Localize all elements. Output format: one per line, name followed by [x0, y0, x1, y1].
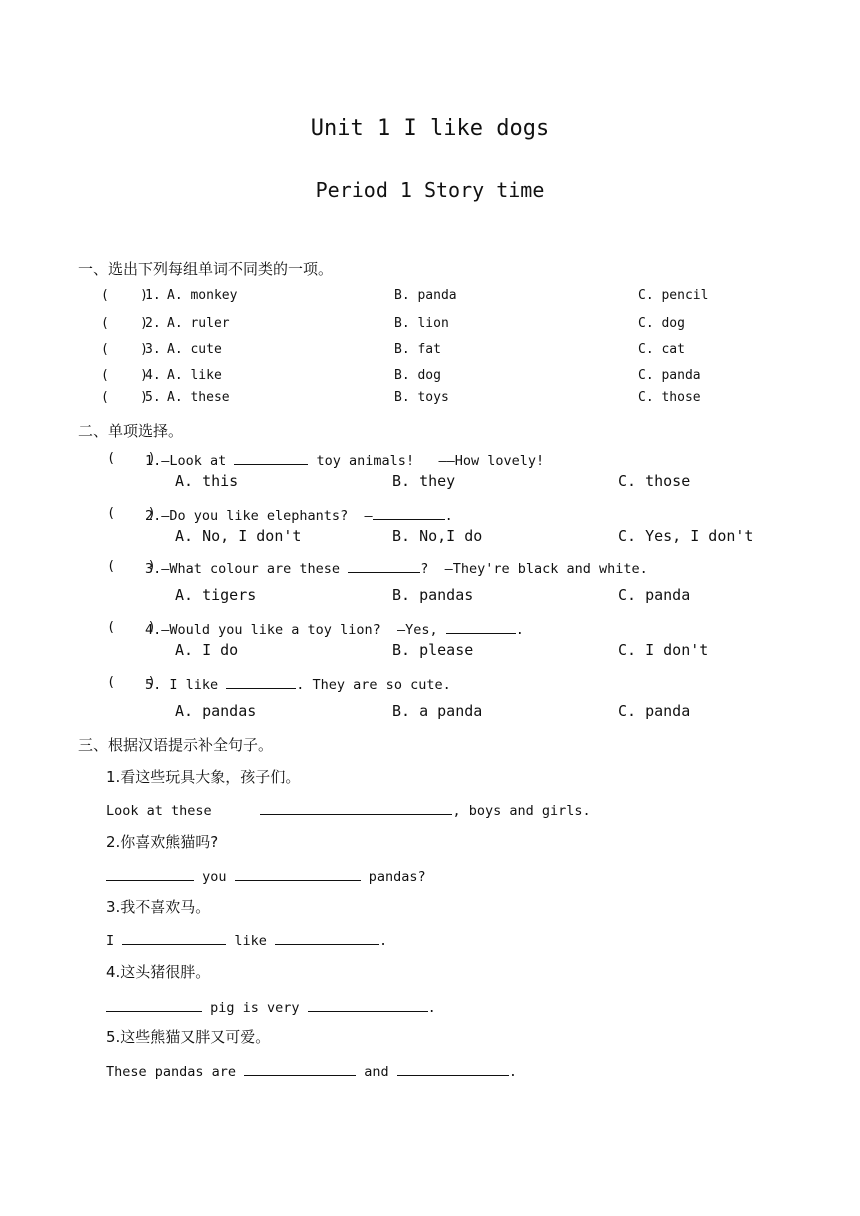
answer-paren[interactable]: ( ) [101, 342, 148, 357]
option-b: B. please [392, 641, 474, 659]
english-sentence [106, 800, 591, 819]
answer-paren[interactable]: ( ) [107, 450, 156, 466]
stem-start: 2.—Do you like elephants? — [145, 508, 373, 524]
option-b: B. they [392, 472, 456, 490]
answer-paren[interactable]: ( ) [107, 505, 156, 521]
option-a: A. pandas [175, 702, 257, 720]
option-c: C. I don't [618, 641, 709, 659]
stem-end: . [444, 508, 453, 524]
answer-blank[interactable] [348, 558, 420, 573]
question-stem [145, 450, 544, 469]
english-sentence [106, 997, 436, 1016]
stem-end: . [515, 622, 524, 638]
question-number: 2. [145, 316, 161, 331]
option-b: B. toys [394, 390, 449, 405]
question-number: 3. [145, 342, 161, 357]
question-number: 5. [145, 390, 161, 405]
option-b: B. panda [394, 288, 457, 303]
answer-blank[interactable] [226, 674, 296, 689]
section-1-heading: 一、选出下列每组单词不同类的一项。 [78, 260, 334, 278]
answer-blank[interactable] [122, 930, 226, 945]
answer-blank[interactable] [106, 997, 202, 1012]
option-c: C. panda [618, 702, 691, 720]
stem-end: ? —They're black and white. [420, 561, 648, 577]
sentence-part: pandas? [360, 869, 426, 885]
option-c: C. panda [618, 586, 691, 604]
option-a: A. these [167, 390, 230, 405]
answer-blank[interactable] [235, 866, 361, 881]
option-c: C. Yes, I don't [618, 527, 754, 545]
option-c: C. panda [638, 368, 701, 383]
answer-blank[interactable] [244, 1061, 356, 1076]
option-b: B. No,I do [392, 527, 483, 545]
sentence-part: pig is very [202, 1000, 308, 1016]
sentence-part: . [508, 1064, 517, 1080]
stem-end: . They are so cute. [296, 677, 451, 693]
answer-blank[interactable] [397, 1061, 509, 1076]
answer-blank[interactable] [260, 800, 452, 815]
question-number: 1. [145, 288, 161, 303]
option-b: B. a panda [392, 702, 483, 720]
option-a: A. like [167, 368, 222, 383]
option-a: A. I do [175, 641, 239, 659]
answer-blank[interactable] [373, 505, 445, 520]
answer-blank[interactable] [446, 619, 516, 634]
question-stem [145, 558, 648, 577]
chinese-prompt: 4.这头猪很胖。 [106, 963, 211, 981]
stem-start: 4.—Would you like a toy lion? —Yes, [145, 622, 446, 638]
answer-blank[interactable] [106, 866, 194, 881]
question-number: 4. [145, 368, 161, 383]
option-a: A. No, I don't [175, 527, 302, 545]
answer-blank[interactable] [275, 930, 379, 945]
worksheet-title: Unit 1 I like dogs [310, 116, 550, 141]
worksheet-subtitle: Period 1 Story time [315, 178, 545, 202]
option-c: C. those [618, 472, 691, 490]
option-c: C. those [638, 390, 701, 405]
chinese-prompt: 1.看这些玩具大象，孩子们。 [106, 768, 301, 786]
option-c: C. pencil [638, 288, 709, 303]
option-b: B. lion [394, 316, 449, 331]
option-b: B. dog [394, 368, 441, 383]
sentence-part: and [356, 1064, 397, 1080]
answer-paren[interactable]: ( ) [101, 316, 148, 331]
sentence-part: I [106, 933, 123, 949]
option-a: A. cute [167, 342, 222, 357]
question-stem [145, 674, 451, 693]
chinese-prompt: 3.我不喜欢马。 [106, 898, 211, 916]
answer-blank[interactable] [308, 997, 428, 1012]
section-2-heading: 二、单项选择。 [78, 422, 184, 440]
sentence-part: These pandas are [106, 1064, 245, 1080]
option-a: A. tigers [175, 586, 257, 604]
english-sentence [106, 930, 387, 949]
answer-paren[interactable]: ( ) [101, 288, 148, 303]
option-b: B. fat [394, 342, 441, 357]
sentence-part: Look at these [106, 803, 261, 819]
sentence-part: . [427, 1000, 436, 1016]
option-c: C. cat [638, 342, 685, 357]
option-b: B. pandas [392, 586, 474, 604]
stem-start: 5. I like [145, 677, 227, 693]
answer-paren[interactable]: ( ) [101, 390, 148, 405]
option-a: A. ruler [167, 316, 230, 331]
stem-start: 1.—Look at [145, 453, 235, 469]
english-sentence [106, 866, 426, 885]
sentence-part: , boys and girls. [452, 803, 591, 819]
section-3-heading: 三、根据汉语提示补全句子。 [78, 736, 274, 754]
english-sentence [106, 1061, 517, 1080]
option-a: A. monkey [167, 288, 238, 303]
sentence-part: . [379, 933, 388, 949]
answer-paren[interactable]: ( ) [107, 558, 156, 574]
chinese-prompt: 2.你喜欢熊猫吗? [106, 833, 219, 851]
question-stem [145, 505, 453, 524]
answer-paren[interactable]: ( ) [107, 619, 156, 635]
option-a: A. this [175, 472, 239, 490]
sentence-part: you [194, 869, 235, 885]
option-c: C. dog [638, 316, 685, 331]
answer-paren[interactable]: ( ) [107, 674, 156, 690]
stem-end: toy animals! ——How lovely! [308, 453, 545, 469]
question-stem [145, 619, 524, 638]
answer-paren[interactable]: ( ) [101, 368, 148, 383]
answer-blank[interactable] [234, 450, 308, 465]
chinese-prompt: 5.这些熊猫又胖又可爱。 [106, 1028, 271, 1046]
stem-start: 3.—What colour are these [145, 561, 349, 577]
sentence-part: like [226, 933, 276, 949]
